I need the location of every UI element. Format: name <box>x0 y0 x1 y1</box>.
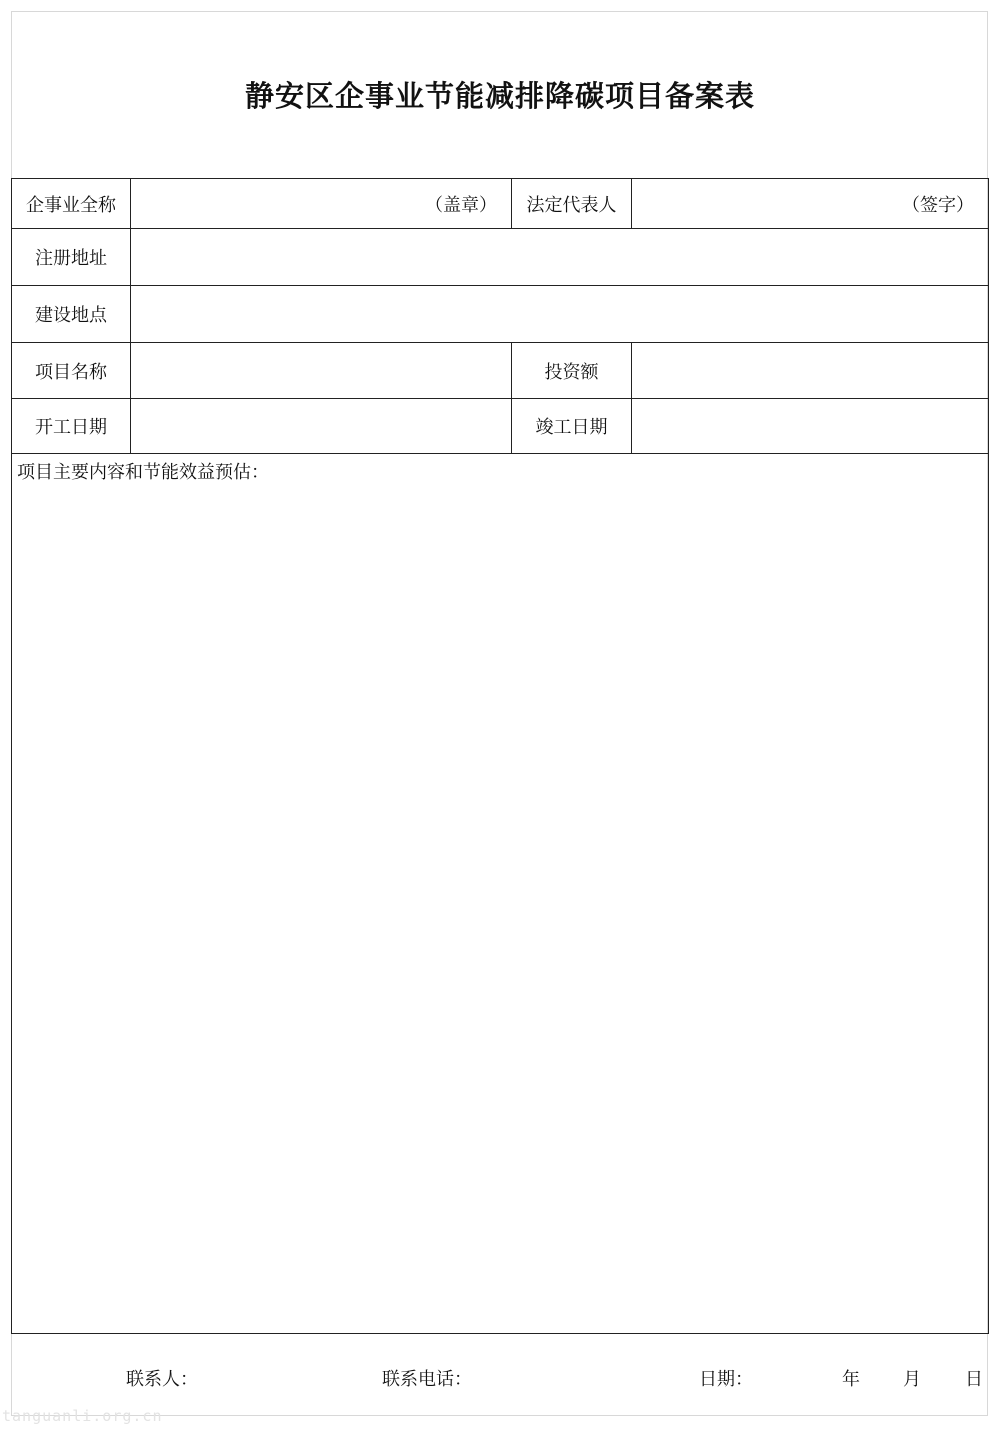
row-registered-address <box>12 229 989 286</box>
legal-rep-field[interactable] <box>632 179 989 229</box>
row-construction-site <box>12 286 989 343</box>
completion-date-field[interactable] <box>632 399 989 454</box>
date-year: 年 <box>842 1369 860 1390</box>
row-dates <box>12 399 989 454</box>
project-content-field[interactable] <box>12 454 989 1334</box>
form-title: 静安区企事业节能减排降碳项目备案表 <box>244 79 755 113</box>
investment-field[interactable] <box>632 343 989 399</box>
project-name-field[interactable] <box>131 343 512 399</box>
sign-note: （签字） <box>902 194 974 216</box>
row-project-name <box>12 343 989 399</box>
date-month: 月 <box>903 1369 921 1390</box>
contact-phone-label: 联系电话： <box>382 1369 472 1390</box>
stamp-note: （盖章） <box>425 194 497 216</box>
company-name-label: 企事业全称 <box>12 179 131 229</box>
construction-site-field[interactable] <box>131 286 989 343</box>
date-label: 日期： <box>699 1369 753 1390</box>
construction-site-label: 建设地点 <box>12 286 131 343</box>
start-date-label: 开工日期 <box>12 399 131 454</box>
row-content <box>12 454 989 1334</box>
start-date-field[interactable] <box>131 399 512 454</box>
filing-form-table <box>11 178 989 1334</box>
watermark: tanguanli.org.cn <box>2 1407 163 1425</box>
contact-person-label: 联系人： <box>126 1369 198 1390</box>
legal-rep-label: 法定代表人 <box>512 179 632 229</box>
completion-date-label: 竣工日期 <box>512 399 632 454</box>
registered-address-field[interactable] <box>131 229 989 286</box>
registered-address-label: 注册地址 <box>12 229 131 286</box>
company-name-field[interactable] <box>131 179 512 229</box>
investment-label: 投资额 <box>512 343 632 399</box>
date-day: 日 <box>965 1369 983 1390</box>
project-content-label: 项目主要内容和节能效益预估： <box>17 462 269 483</box>
project-name-label: 项目名称 <box>12 343 131 399</box>
row-company <box>12 179 989 229</box>
